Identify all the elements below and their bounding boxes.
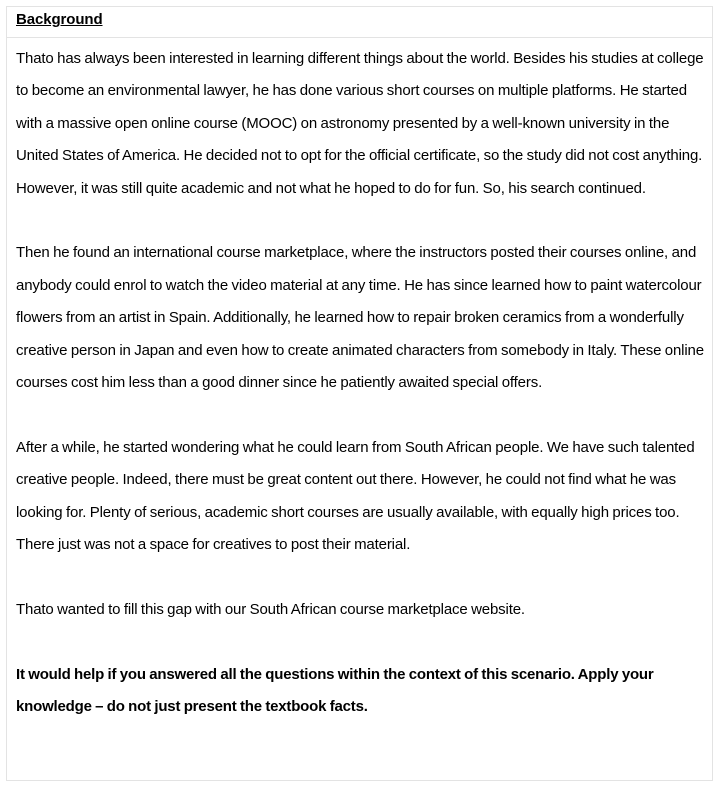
paragraph-1: Thato has always been interested in learning different things about the world. Besides his studies at college to become an environmental lawyer, he has done various short courses on multiple platforms. He started with a massive open online course (MOOC) on astronomy presented by a well-known university in the United States of America. He decided not to opt for the official certificate, so the study did not cost anything. However, it was still quite academic and not what he hoped to do for fun. So, his search continued. xyxy=(16,50,704,197)
scenario-body xyxy=(16,43,714,723)
section-heading: Background xyxy=(16,11,103,28)
document-table xyxy=(6,6,713,781)
paragraph-4: Thato wanted to fill this gap with our South African course marketplace website. xyxy=(16,600,525,618)
paragraph-2: Then he found an international course marketplace, where the instructors posted their courses online, and anybody could enrol to watch the video material at any time. He has since learned how to paint watercolour flowers from an artist in Spain. Additionally, he learned how to repair broken ceramics from a wonderfully creative person in Japan and even how to create animated characters from somebody in Italy. These online courses cost him less than a good dinner since he patiently awaited special offers. xyxy=(16,244,704,392)
instruction-paragraph: It would help if you answered all the questions within the context of this scenario. Apply your knowledge – do not just present the textbook facts. xyxy=(16,665,654,716)
heading-row xyxy=(7,7,712,38)
paragraph-3: After a while, he started wondering what he could learn from South African people. We have such talented creative people. Indeed, there must be great content out there. However, he could not find what he was looking for. Plenty of serious, academic short courses are usually available, with equally high prices too. There just was not a space for creatives to post their material. xyxy=(16,438,695,554)
